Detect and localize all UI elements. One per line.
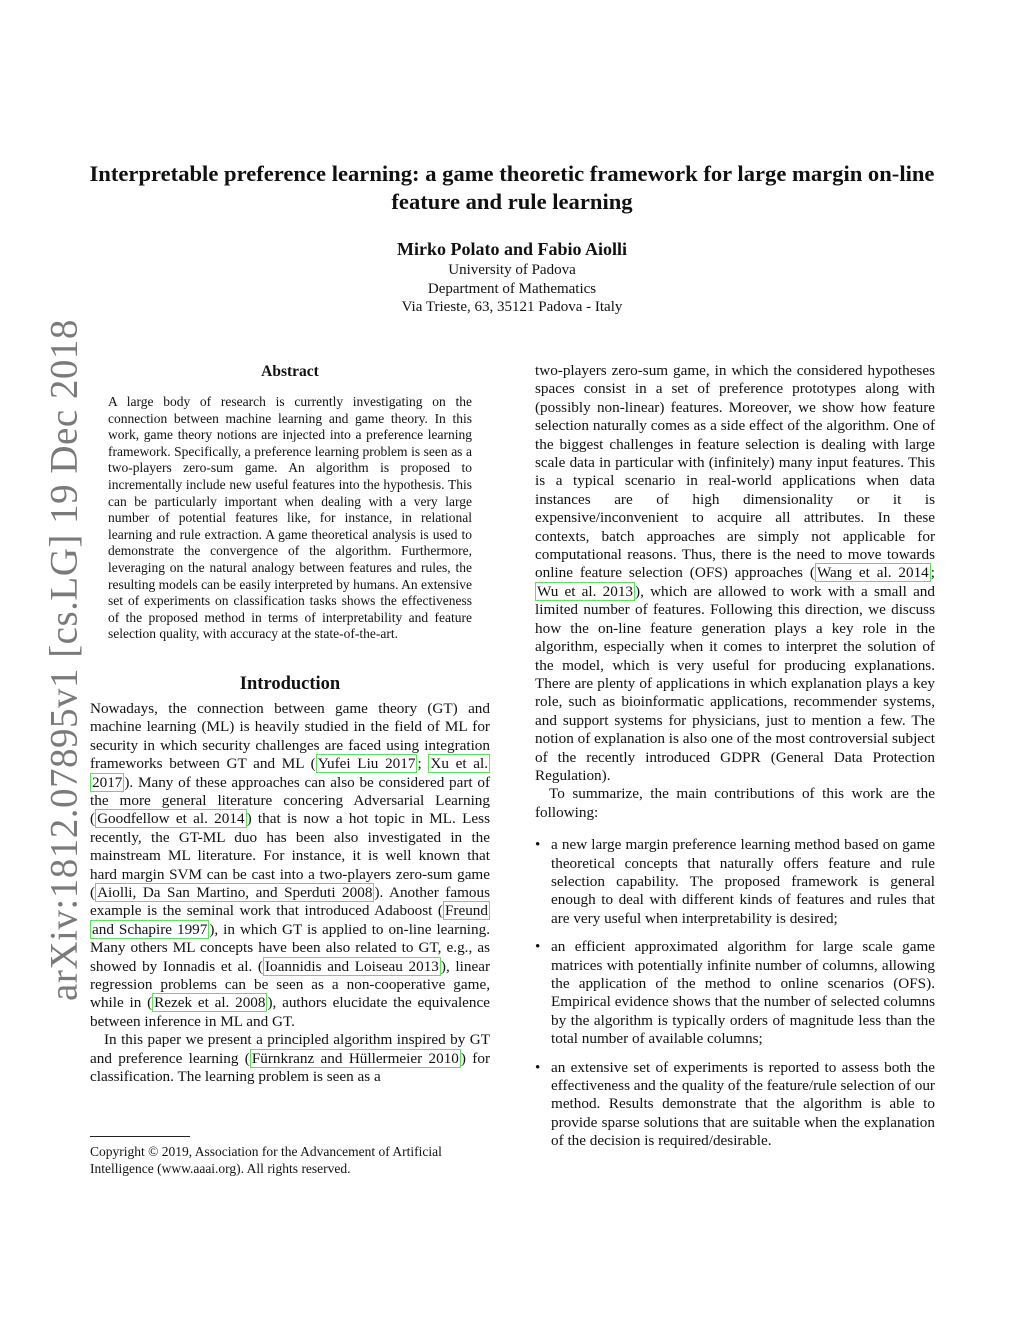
right-column [535, 362, 935, 1161]
arxiv-identifier: arXiv:1812.07895v1 [cs.LG] 19 Dec 2018 [42, 319, 86, 1001]
citation-separator: ; [417, 755, 429, 773]
left-column [90, 362, 490, 1086]
intro-text: ), authors elucidate the equivalence between inference in ML and GT. [90, 994, 490, 1030]
intro-text: ) that is now a hot topic in ML. Less recently, the GT-ML duo has been also investigated in the mainstream ML literature. For instance, it is well known that hard margin SVM can be cast into a two-players zero-sum game ( [90, 810, 490, 901]
affiliation-university: University of Padova [448, 262, 576, 278]
list-item [535, 836, 935, 928]
citation-link[interactable]: Freund and Schapire 1997 [92, 902, 488, 938]
citation-link[interactable]: Xu et al. 2017 [92, 755, 488, 791]
affiliation-address: Via Trieste, 63, 35121 Padova - Italy [401, 299, 623, 315]
intro-paragraph-2 [90, 1031, 490, 1086]
citation-link[interactable]: Wu et al. 2013 [537, 582, 634, 600]
body-text: two-players zero-sum game, in which the considered hypotheses spaces consist in a set of preference prototypes along with (possibly non-linear) features. Moreover, we show how feature selection naturally comes as a side effect of the algorithm. One of the biggest challenges in feature selection is dealing with large scale data in particular with (infinitely) many input features. This is a typical scenario in real-world applications when data instances are of high dimensionality or it is expensive/inconvenient to acquire all attributes. In these contexts, batch approaches are simply not applicable for computational reasons. Thus, there is the need to move towards online feature selection (OFS) approaches ( [535, 362, 935, 582]
copyright-footnote [90, 1136, 490, 1177]
contributions-list [535, 836, 935, 1151]
affiliation-department: Department of Mathematics [427, 280, 597, 297]
citation-link[interactable]: Rezek et al. 2008 [154, 994, 266, 1012]
footnote-divider [90, 1136, 190, 1137]
intro-text: ). Another famous example is the seminal work that introduced Adaboost ( [90, 883, 490, 920]
list-item-text: a new large margin preference learning method based on game theoretical concepts that naturally offers feature and rule selection capability. The proposed framework is general enough to deal with different kinds of features and rules that are very useful when interpretability is desired; [551, 836, 935, 927]
intro-text: In this paper we present a principled algorithm inspired by GT and preference learning ( [90, 1031, 490, 1067]
intro-text: Nowadays, the connection between game theory (GT) and machine learning (ML) is heavily studied in the field of ML for security in which security challenges are faced using integration frameworks between GT and ML ( [90, 699, 490, 773]
right-paragraph-2: To summarize, the main contributions of this work are the following: [535, 785, 935, 821]
list-item [535, 1059, 935, 1151]
citation-link[interactable]: Wang et al. 2014 [816, 564, 929, 582]
citation-link[interactable]: Fürnkranz and Hüllermeier 2010 [251, 1049, 459, 1067]
abstract-section [90, 362, 490, 643]
affiliation [60, 261, 964, 317]
footnote-text: Copyright © 2019, Association for the Advancement of Artificial Intelligence (www.aaai.org). All rights reserved. [90, 1144, 442, 1176]
list-item-text: an extensive set of experiments is reported to assess both the effectiveness and the quality of the feature/rule selection of our method. Results demonstrate that the algorithm is able to provide sparse solutions that are suitable when the explanation of the decision is required/desirable. [551, 1058, 935, 1150]
intro-text: ), in which GT is applied to on-line learning. Many others ML concepts have been also related to GT, e.g., as showed by Ionnadis et al. ( [90, 920, 490, 975]
list-item [535, 938, 935, 1048]
bullet-icon: • [535, 938, 541, 956]
paper-title: Interpretable preference learning: a game theoretic framework for large margin on-line feature and rule learning [89, 161, 935, 214]
list-item-text: an efficient approximated algorithm for large scale game matrices with potentially infinite number of columns, allowing the application of the method to online scenarios (OFS). Empirical evidence shows that the number of selected columns by the algorithm is typically orders of magnitude less than the total number of available columns; [551, 938, 935, 1048]
intro-text: ) for classification. The learning problem is seen as a [90, 1049, 491, 1086]
introduction-heading: Introduction [239, 673, 341, 694]
abstract-text: A large body of research is currently investigating on the connection between machine learning and game theory. In this work, game theory notions are injected into a preference learning framework. Specifically, a preference learning problem is seen as a two-players zero-sum game. An algorithm is proposed to incrementally include new useful features into the hypothesis. This can be particularly important when dealing with a very large number of potential features like, for instance, in relational learning and rule extraction. A game theoretical analysis is used to demonstrate the convergence of the algorithm. Furthermore, leveraging on the natural analogy between features and rules, the resulting models can be easily interpreted by humans. An extensive set of experiments on classification tasks shows the effectiveness of the proposed method in terms of interpretability and feature selection quality, with accuracy at the state-of-the-art. [108, 394, 472, 642]
intro-text: ), linear regression problems can be seen as a non-cooperative game, while in ( [90, 957, 490, 1012]
citation-link[interactable]: Yufei Liu 2017 [317, 755, 416, 773]
bullet-icon: • [535, 1058, 541, 1076]
body-text: ), which are allowed to work with a small and limited number of features. Following this direction, we discuss how the on-line feature generation plays a key role in the algorithm, especially when it comes to interpret the solution of the model, which is very useful for producing explanations. There are plenty of applications in which explanation plays a key role, such as bioinformatic applications, recommender systems, and support systems for physicians, just to mention a few. The notion of explanation is also one of the most controversial subject of the recently introduced GDPR (General Data Protection Regulation). [535, 582, 935, 784]
abstract-heading: Abstract [261, 363, 319, 380]
authors: Mirko Polato and Fabio Aiolli [396, 239, 628, 259]
citation-separator: ; [930, 564, 936, 582]
bullet-icon: • [535, 836, 541, 854]
citation-link[interactable]: Ioannidis and Loiseau 2013 [265, 957, 439, 975]
right-paragraph-1 [535, 362, 935, 785]
citation-link[interactable]: Goodfellow et al. 2014 [97, 810, 245, 828]
intro-text: ). Many of these approaches can also be considered part of the more general literature concering Adversarial Learning ( [90, 773, 490, 828]
citation-link[interactable]: Aiolli, Da San Martino, and Sperduti 2008 [97, 883, 373, 901]
intro-paragraph-1 [90, 700, 490, 1031]
